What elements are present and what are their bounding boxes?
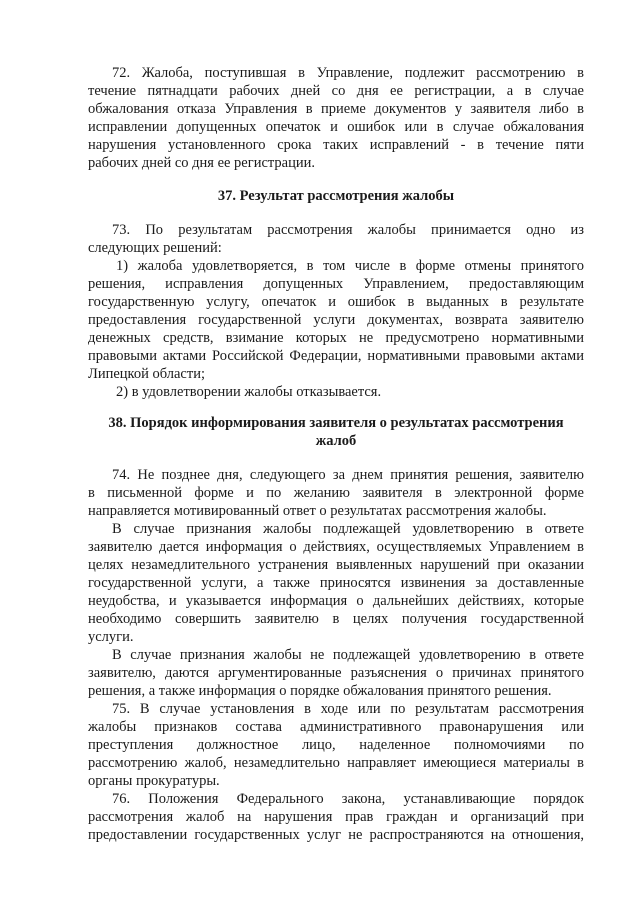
text-line: предоставления государственной услуги документах, возврата заявителю	[88, 312, 584, 328]
text-line: исправлении допущенных опечаток и ошибок или в случае обжалования	[88, 119, 584, 135]
text-line: В случае признания жалобы подлежащей удовлетворению в ответе	[112, 521, 584, 537]
text-line: обжалования отказа Управления в приеме документов у заявителя либо в	[88, 101, 584, 117]
text-line: неудобства, и указывается информация о дальнейших действиях, которые	[88, 593, 584, 609]
text-line: нарушения установленного срока таких исправлений - в течение пяти	[88, 137, 584, 153]
text-line: заявителю, даются аргументированные разъяснения о причинах принятого	[88, 665, 584, 681]
text-line: рассмотрению жалоб, незамедлительно направляет имеющиеся материалы в	[88, 755, 584, 771]
text-line: услуги.	[88, 629, 134, 645]
text-line: решения, а также информация о порядке обжалования принятого решения.	[88, 683, 552, 699]
text-line: течение пятнадцати рабочих дней со дня ее регистрации, а в случае	[88, 83, 584, 99]
text-line: решения, исправления допущенных Управлением, предоставляющим	[88, 276, 584, 292]
text-line: Липецкой области;	[88, 366, 205, 382]
text-line: В случае признания жалобы не подлежащей удовлетворению в ответе	[112, 647, 584, 663]
text-line: денежных средств, взимание которых не предусмотрено нормативными	[88, 330, 584, 346]
text-line: 72. Жалоба, поступившая в Управление, подлежит рассмотрению в	[112, 65, 584, 81]
text-line: 76. Положения Федерального закона, устанавливающие порядок	[112, 791, 584, 807]
text-line: правовыми актами Российской Федерации, нормативными правовыми актами	[88, 348, 584, 364]
text-line: следующих решений:	[88, 240, 222, 256]
text-line: предоставлении государственных услуг не распространяются на отношения,	[88, 827, 584, 843]
text-line: целях незамедлительного устранения выявленных нарушений при оказании	[88, 557, 584, 573]
text-line: 2) в удовлетворении жалобы отказывается.	[116, 384, 382, 400]
text-line: государственной услуги, а также приносятся извинения за доставленные	[88, 575, 584, 591]
text-line: жалобы признаков состава административного правонарушения или	[88, 719, 584, 735]
text-line: государственную услугу, опечаток и ошибок в выданных в результате	[88, 294, 584, 310]
text-line: направляется мотивированный ответ о результатах рассмотрения жалобы.	[88, 503, 547, 519]
text-line: заявителю дается информация о действиях, осуществляемых Управлением в	[88, 539, 584, 555]
text-line: рабочих дней со дня ее регистрации.	[88, 155, 315, 171]
text-line: необходимо совершить заявителю в целях получения государственной	[88, 611, 584, 627]
section-heading: жалоб	[315, 433, 357, 449]
section-heading: 37. Результат рассмотрения жалобы	[217, 188, 455, 204]
text-line: преступления должностное лицо, наделенное полномочиями по	[88, 737, 584, 753]
text-line: 75. В случае установления в ходе или по результатам рассмотрения	[112, 701, 584, 717]
text-line: рассмотрения жалоб на нарушения прав граждан и организаций при	[88, 809, 584, 825]
section-heading: 38. Порядок информирования заявителя о результатах рассмотрения	[108, 415, 564, 431]
text-line: 73. По результатам рассмотрения жалобы принимается одно из	[112, 222, 584, 238]
text-line: органы прокуратуры.	[88, 773, 220, 789]
text-line: 74. Не позднее дня, следующего за днем принятия решения, заявителю	[112, 467, 584, 483]
text-line: 1) жалоба удовлетворяется, в том числе в форме отмены принятого	[116, 258, 584, 274]
text-line: в письменной форме и по желанию заявителя в электронной форме	[88, 485, 584, 501]
